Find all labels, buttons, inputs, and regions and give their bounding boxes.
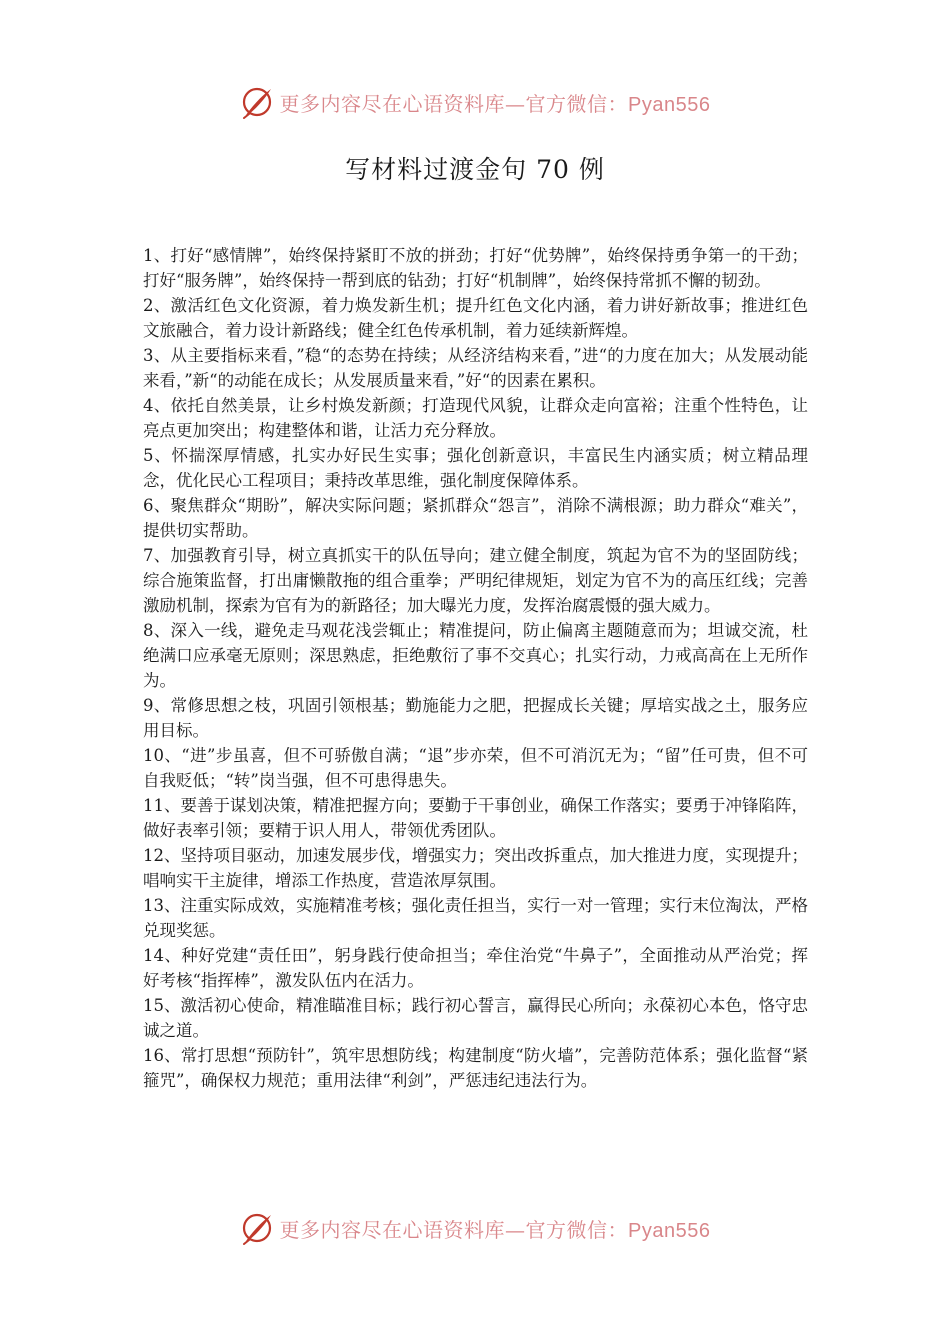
list-item: 11、要善于谋划决策，精准把握方向；要勤于干事创业，确保工作落实；要勇于冲锋陷阵，做好表率引领；要精于识人用人，带领优秀团队。 <box>143 796 808 840</box>
footer-wechat-id: Pyan556 <box>628 1219 711 1242</box>
list-item: 9、常修思想之枝，巩固引领根基；勤施能力之肥，把握成长关键；厚培实战之土，服务应用目标。 <box>143 696 808 740</box>
list-item: 12、坚持项目驱动，加速发展步伐，增强实力；突出改拆重点，加大推进力度，实现提升；唱响实干主旋律，增添工作热度，营造浓厚氛围。 <box>143 846 808 890</box>
quill-pen-logo-icon <box>240 85 274 119</box>
list-item: 7、加强教育引导，树立真抓实干的队伍导向；建立健全制度，筑起为官不为的坚固防线；综合施策监督，打出庸懒散拖的组合重拳；严明纪律规矩，划定为官不为的高压红线；完善激励机制，探索为官有为的新路径；加大曝光力度，发挥治腐震慑的强大威力。 <box>143 546 808 615</box>
list-item: 16、常打思想“预防针”，筑牢思想防线；构建制度“防火墙”，完善防范体系；强化监督“紧箍咒”，确保权力规范；重用法律“利剑”，严惩违纪违法行为。 <box>143 1046 808 1090</box>
footer-banner <box>0 1208 950 1248</box>
list-item: 4、依托自然美景，让乡村焕发新颜；打造现代风貌，让群众走向富裕；注重个性特色，让亮点更加突出；构建整体和谐，让活力充分释放。 <box>143 396 808 440</box>
list-item: 14、种好党建“责任田”，躬身践行使命担当；牵住治党“牛鼻子”，全面推动从严治党；挥好考核“指挥棒”，激发队伍内在活力。 <box>143 946 808 990</box>
footer-banner-text: 更多内容尽在心语资料库—官方微信：Pyan556 <box>279 1217 711 1242</box>
list-item: 3、从主要指标来看，”稳“的态势在持续；从经济结构来看，”进“的力度在加大；从发展动能来看，”新“的动能在成长；从发展质量来看，”好“的因素在累积。 <box>143 346 808 390</box>
list-item: 5、怀揣深厚情感，扎实办好民生实事；强化创新意识，丰富民生内涵实质；树立精品理念，优化民心工程项目；秉持改革思维，强化制度保障体系。 <box>143 446 808 490</box>
list-item: 6、聚焦群众“期盼”，解决实际问题；紧抓群众“怨言”，消除不满根源；助力群众“难关”，提供切实帮助。 <box>143 496 808 540</box>
list-item: 10、“进”步虽喜，但不可骄傲自满；“退”步亦荣，但不可消沉无为；“留”任可贵，但不可自我贬低；“转”岗当强，但不可患得患失。 <box>143 746 808 790</box>
list-item: 15、激活初心使命，精准瞄准目标；践行初心誓言，赢得民心所向；永葆初心本色，恪守忠诚之道。 <box>143 996 808 1040</box>
list-item: 2、激活红色文化资源，着力焕发新生机；提升红色文化内涵，着力讲好新故事；推进红色文旅融合，着力设计新路线；健全红色传承机制，着力延续新辉煌。 <box>143 296 808 340</box>
list-item: 8、深入一线，避免走马观花浅尝辄止；精准提问，防止偏离主题随意而为；坦诚交流，杜绝满口应承毫无原则；深思熟虑，拒绝敷衍了事不交真心；扎实行动，力戒高高在上无所作为。 <box>143 621 808 690</box>
list-item: 13、注重实际成效，实施精准考核；强化责任担当，实行一对一管理；实行末位淘汰，严格兑现奖惩。 <box>143 896 808 940</box>
quill-pen-logo-icon <box>240 1211 274 1245</box>
page-title: 写材料过渡金句 70 例 <box>345 155 605 184</box>
header-banner <box>0 82 950 122</box>
list-item: 1、打好“感情牌”，始终保持紧盯不放的拼劲；打好“优势牌”，始终保持勇争第一的干劲；打好“服务牌”，始终保持一帮到底的钻劲；打好“机制牌”，始终保持常抓不懈的韧劲。 <box>143 246 808 290</box>
header-banner-text: 更多内容尽在心语资料库—官方微信：Pyan556 <box>279 91 711 116</box>
header-wechat-id: Pyan556 <box>628 93 711 116</box>
item-list <box>143 243 808 1093</box>
